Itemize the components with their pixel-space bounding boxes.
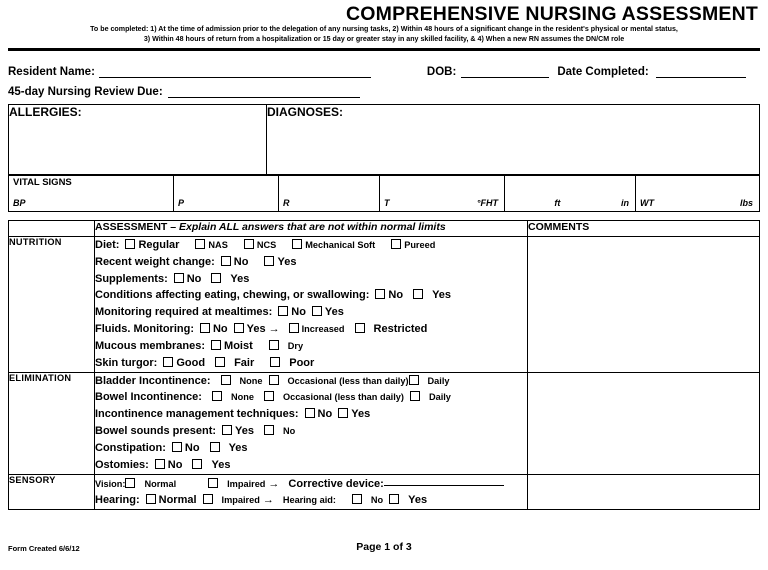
option-label: Yes bbox=[228, 441, 248, 454]
table-row bbox=[9, 372, 760, 474]
question-hearing bbox=[95, 492, 527, 509]
dob-input[interactable] bbox=[461, 65, 549, 78]
category-text: ELIMINATION bbox=[9, 372, 72, 383]
vital-temperature-label: T bbox=[384, 198, 390, 208]
question-label: Bowel sounds present: bbox=[95, 425, 217, 438]
option-label: Occasional (less than daily) bbox=[287, 375, 409, 386]
option-label: None bbox=[230, 392, 254, 403]
option-label: Yes bbox=[246, 323, 266, 336]
checkbox-fluids-increased[interactable] bbox=[289, 323, 299, 333]
category-text: SENSORY bbox=[9, 474, 56, 485]
assessment-header-static: ASSESSMENT – bbox=[95, 221, 180, 233]
option-label: No bbox=[283, 426, 296, 437]
option-label: Daily bbox=[427, 375, 450, 386]
question-label: Skin turgor: bbox=[95, 356, 158, 369]
option-label: Increased bbox=[301, 324, 345, 335]
checkbox-mucous-dry[interactable] bbox=[269, 340, 279, 350]
vital-pulse-cell[interactable] bbox=[174, 175, 279, 212]
category-label-nutrition bbox=[9, 237, 95, 373]
option-label: Yes bbox=[408, 494, 428, 507]
checkbox-hearing-aid-yes[interactable] bbox=[389, 494, 399, 504]
vital-height-feet-label: ft bbox=[554, 198, 561, 208]
checkbox-weight-change-yes[interactable] bbox=[264, 256, 274, 266]
allergies-cell[interactable] bbox=[9, 104, 267, 175]
option-label: Yes bbox=[235, 425, 254, 438]
vital-weight-cell[interactable] bbox=[636, 175, 760, 212]
option-label: No bbox=[186, 272, 202, 285]
checkbox-hearing-aid-no[interactable] bbox=[352, 494, 362, 504]
question-mealtime-monitoring bbox=[95, 304, 527, 321]
diagnoses-cell[interactable] bbox=[267, 104, 760, 175]
checkbox-turgor-fair[interactable] bbox=[215, 357, 225, 367]
comments-column-header bbox=[528, 221, 760, 237]
checkbox-bladder-none[interactable] bbox=[221, 375, 231, 385]
checkbox-bowel-sounds-yes[interactable] bbox=[222, 425, 232, 435]
question-fluids-monitoring bbox=[95, 321, 527, 338]
option-label: Good bbox=[176, 356, 206, 369]
vital-weight-unit: lbs bbox=[739, 198, 753, 208]
checkbox-vision-impaired[interactable] bbox=[208, 478, 218, 488]
assessment-column-header bbox=[95, 221, 528, 237]
nutrition-comments-cell[interactable] bbox=[528, 237, 760, 373]
question-label: Fluids. Monitoring: bbox=[95, 323, 194, 336]
question-constipation bbox=[95, 440, 527, 457]
identity-row-primary bbox=[8, 59, 760, 78]
option-label: Occasional (less than daily) bbox=[282, 392, 404, 403]
checkbox-turgor-good[interactable] bbox=[163, 357, 173, 367]
question-label: Recent weight change: bbox=[95, 255, 215, 268]
option-label: Yes bbox=[211, 458, 231, 471]
question-diet bbox=[95, 237, 527, 254]
checkbox-hearing-impaired[interactable] bbox=[203, 494, 213, 504]
checkbox-hearing-normal[interactable] bbox=[146, 494, 156, 504]
option-label: Normal bbox=[158, 494, 197, 507]
form-created-date: Form Created 6/6/12 bbox=[8, 544, 80, 553]
option-label: Impaired bbox=[227, 478, 266, 489]
checkbox-incontinence-mgmt-yes[interactable] bbox=[338, 408, 348, 418]
option-label: No bbox=[317, 408, 333, 421]
checkbox-fluids-yes[interactable] bbox=[234, 323, 244, 333]
option-label: Restricted bbox=[373, 323, 428, 336]
diagnoses-label: DIAGNOSES: bbox=[267, 104, 344, 119]
option-label: Moist bbox=[224, 339, 253, 352]
category-text: NUTRITION bbox=[9, 237, 62, 247]
corrective-device-input[interactable] bbox=[384, 475, 504, 486]
checkbox-constipation-yes[interactable] bbox=[210, 442, 220, 452]
option-label: Poor bbox=[289, 356, 315, 369]
checkbox-fluids-restricted[interactable] bbox=[355, 323, 365, 333]
hearing-aid-label: Hearing aid: bbox=[282, 495, 336, 506]
question-label: Constipation: bbox=[95, 441, 166, 454]
elimination-questions bbox=[95, 372, 528, 474]
checkbox-bowel-none[interactable] bbox=[212, 391, 222, 401]
vital-pulse-label: P bbox=[178, 198, 185, 208]
option-label: None bbox=[239, 375, 263, 386]
option-label: NAS bbox=[208, 240, 228, 250]
option-label: Yes bbox=[277, 255, 297, 268]
option-label: Regular bbox=[138, 239, 180, 251]
arrow-icon: → bbox=[268, 477, 280, 490]
page-number: Page 1 of 3 bbox=[356, 541, 412, 553]
sensory-questions bbox=[95, 474, 528, 510]
review-due-label: 45-day Nursing Review Due: bbox=[8, 85, 163, 98]
option-label: No bbox=[388, 289, 404, 302]
form-instructions bbox=[8, 25, 760, 44]
question-skin-turgor bbox=[95, 355, 527, 372]
resident-identity-block bbox=[8, 51, 760, 98]
option-label: No bbox=[370, 495, 384, 506]
comments-header-label: COMMENTS bbox=[528, 221, 590, 233]
option-label: NCS bbox=[256, 240, 277, 250]
checkbox-diet-mechanical-soft[interactable] bbox=[292, 239, 302, 249]
table-row bbox=[9, 175, 760, 212]
vital-respiration-label: R bbox=[283, 198, 290, 208]
question-label: Monitoring required at mealtimes: bbox=[95, 306, 273, 319]
option-label: Yes bbox=[324, 306, 344, 319]
checkbox-mealtime-monitoring-yes[interactable] bbox=[312, 306, 322, 316]
form-header bbox=[8, 0, 760, 51]
option-label: Yes bbox=[351, 408, 371, 421]
checkbox-bowel-daily[interactable] bbox=[410, 391, 420, 401]
vital-weight-label: WT bbox=[640, 198, 654, 208]
option-label: Daily bbox=[428, 392, 451, 403]
form-instructions-line-1: To be completed: 1) At the time of admission prior to the delegation of any nursing tasks, 2) Within 48 hours of a significant change in the resident's physical or mental status, bbox=[90, 25, 678, 34]
vital-respiration-cell[interactable] bbox=[279, 175, 380, 212]
arrow-icon: → bbox=[268, 323, 280, 336]
question-label: Conditions affecting eating, chewing, or swallowing: bbox=[95, 289, 370, 302]
nutrition-questions bbox=[95, 237, 528, 373]
question-label: Incontinence management techniques: bbox=[95, 408, 299, 421]
checkbox-constipation-no[interactable] bbox=[172, 442, 182, 452]
option-label: Fair bbox=[234, 356, 255, 369]
table-row bbox=[9, 104, 760, 175]
dob-label: DOB: bbox=[426, 65, 457, 78]
checkbox-diet-pureed[interactable] bbox=[391, 239, 401, 249]
category-label-sensory bbox=[9, 474, 95, 510]
checkbox-diet-nas[interactable] bbox=[195, 239, 205, 249]
vital-bp-cell[interactable] bbox=[9, 175, 174, 212]
checkbox-bowel-occasional[interactable] bbox=[264, 391, 274, 401]
checkbox-bladder-occasional[interactable] bbox=[269, 375, 279, 385]
allergies-label: ALLERGIES: bbox=[9, 104, 82, 119]
checkbox-conditions-eating-yes[interactable] bbox=[413, 289, 423, 299]
checkbox-mealtime-monitoring-no[interactable] bbox=[278, 306, 288, 316]
review-due-input[interactable] bbox=[168, 85, 360, 98]
option-label: Pureed bbox=[404, 240, 436, 250]
option-label: No bbox=[212, 323, 228, 336]
corrective-device-label: Corrective device: bbox=[288, 477, 384, 490]
option-label: Dry bbox=[287, 340, 304, 351]
vital-temperature-cell[interactable] bbox=[380, 175, 505, 212]
question-conditions-eating bbox=[95, 287, 527, 304]
option-label: Normal bbox=[144, 478, 177, 489]
checkbox-turgor-poor[interactable] bbox=[270, 357, 280, 367]
elimination-comments-cell[interactable] bbox=[528, 372, 760, 474]
checkbox-diet-ncs[interactable] bbox=[244, 239, 254, 249]
option-label: Impaired bbox=[221, 495, 260, 506]
table-row bbox=[9, 474, 760, 510]
sensory-comments-cell[interactable] bbox=[528, 474, 760, 510]
page-title: COMPREHENSIVE NURSING ASSESSMENT bbox=[346, 3, 758, 25]
checkbox-vision-normal[interactable] bbox=[125, 478, 135, 488]
checkbox-conditions-eating-no[interactable] bbox=[375, 289, 385, 299]
checkbox-ostomies-no[interactable] bbox=[155, 459, 165, 469]
option-label: No bbox=[233, 255, 249, 268]
question-supplements bbox=[95, 271, 527, 288]
question-vision bbox=[95, 475, 527, 493]
checkbox-supplements-yes[interactable] bbox=[211, 273, 221, 283]
question-label: Mucous membranes: bbox=[95, 339, 206, 352]
question-mucous-membranes bbox=[95, 338, 527, 355]
vital-signs-title: VITAL SIGNS bbox=[13, 177, 72, 188]
option-label: Mechanical Soft bbox=[305, 240, 376, 250]
question-label: Ostomies: bbox=[95, 458, 149, 471]
question-label: Bowel Incontinence: bbox=[95, 391, 202, 404]
form-footer bbox=[8, 541, 760, 558]
checkbox-ostomies-yes[interactable] bbox=[192, 459, 202, 469]
checkbox-supplements-no[interactable] bbox=[174, 273, 184, 283]
vital-temperature-unit: °FHT bbox=[476, 198, 498, 208]
form-instructions-line-2: 3) Within 48 hours of return from a hospitalization or 15 day or greater stay in any skilled facility, & 4) When a new RN assumes the DN/CM role bbox=[143, 35, 625, 44]
checkbox-bowel-sounds-no[interactable] bbox=[264, 425, 274, 435]
checkbox-incontinence-mgmt-no[interactable] bbox=[305, 408, 315, 418]
checkbox-bladder-daily[interactable] bbox=[409, 375, 419, 385]
question-incontinence-management bbox=[95, 406, 527, 423]
checkbox-weight-change-no[interactable] bbox=[221, 256, 231, 266]
option-label: No bbox=[167, 458, 183, 471]
date-completed-label: Date Completed: bbox=[557, 65, 649, 78]
date-completed-input[interactable] bbox=[656, 65, 746, 78]
assessment-table bbox=[8, 220, 760, 510]
checkbox-mucous-moist[interactable] bbox=[211, 340, 221, 350]
category-label-elimination bbox=[9, 372, 95, 474]
question-label: Bladder Incontinence: bbox=[95, 374, 211, 387]
arrow-icon: → bbox=[262, 494, 274, 507]
question-recent-weight-change bbox=[95, 254, 527, 271]
question-label: Diet: bbox=[95, 239, 120, 251]
vital-signs-table bbox=[8, 174, 760, 212]
question-label: Hearing: bbox=[95, 494, 140, 507]
question-label: Vision: bbox=[95, 478, 126, 489]
vital-height-inches-label: in bbox=[621, 198, 629, 208]
checkbox-fluids-no[interactable] bbox=[200, 323, 210, 333]
option-label: No bbox=[291, 306, 306, 319]
question-label: Supplements: bbox=[95, 272, 168, 285]
vital-bp-label: BP bbox=[13, 198, 26, 208]
assessment-header-row bbox=[9, 221, 760, 237]
option-label: No bbox=[184, 441, 200, 454]
question-ostomies bbox=[95, 457, 527, 474]
category-header-blank bbox=[9, 221, 95, 237]
assessment-header-emphasis: Explain ALL answers that are not within normal limits bbox=[179, 221, 446, 233]
table-row bbox=[9, 237, 760, 373]
option-label: Yes bbox=[432, 289, 452, 302]
resident-name-label: Resident Name: bbox=[8, 65, 95, 78]
question-bowel-sounds bbox=[95, 423, 527, 440]
question-bladder-incontinence bbox=[95, 373, 527, 390]
identity-row-review bbox=[8, 78, 760, 98]
checkbox-diet-regular[interactable] bbox=[125, 239, 135, 249]
question-bowel-incontinence bbox=[95, 389, 527, 406]
resident-name-input[interactable] bbox=[99, 65, 371, 78]
vital-height-cell[interactable] bbox=[505, 175, 636, 212]
option-label: Yes bbox=[230, 272, 250, 285]
allergies-diagnoses-table bbox=[8, 104, 760, 176]
